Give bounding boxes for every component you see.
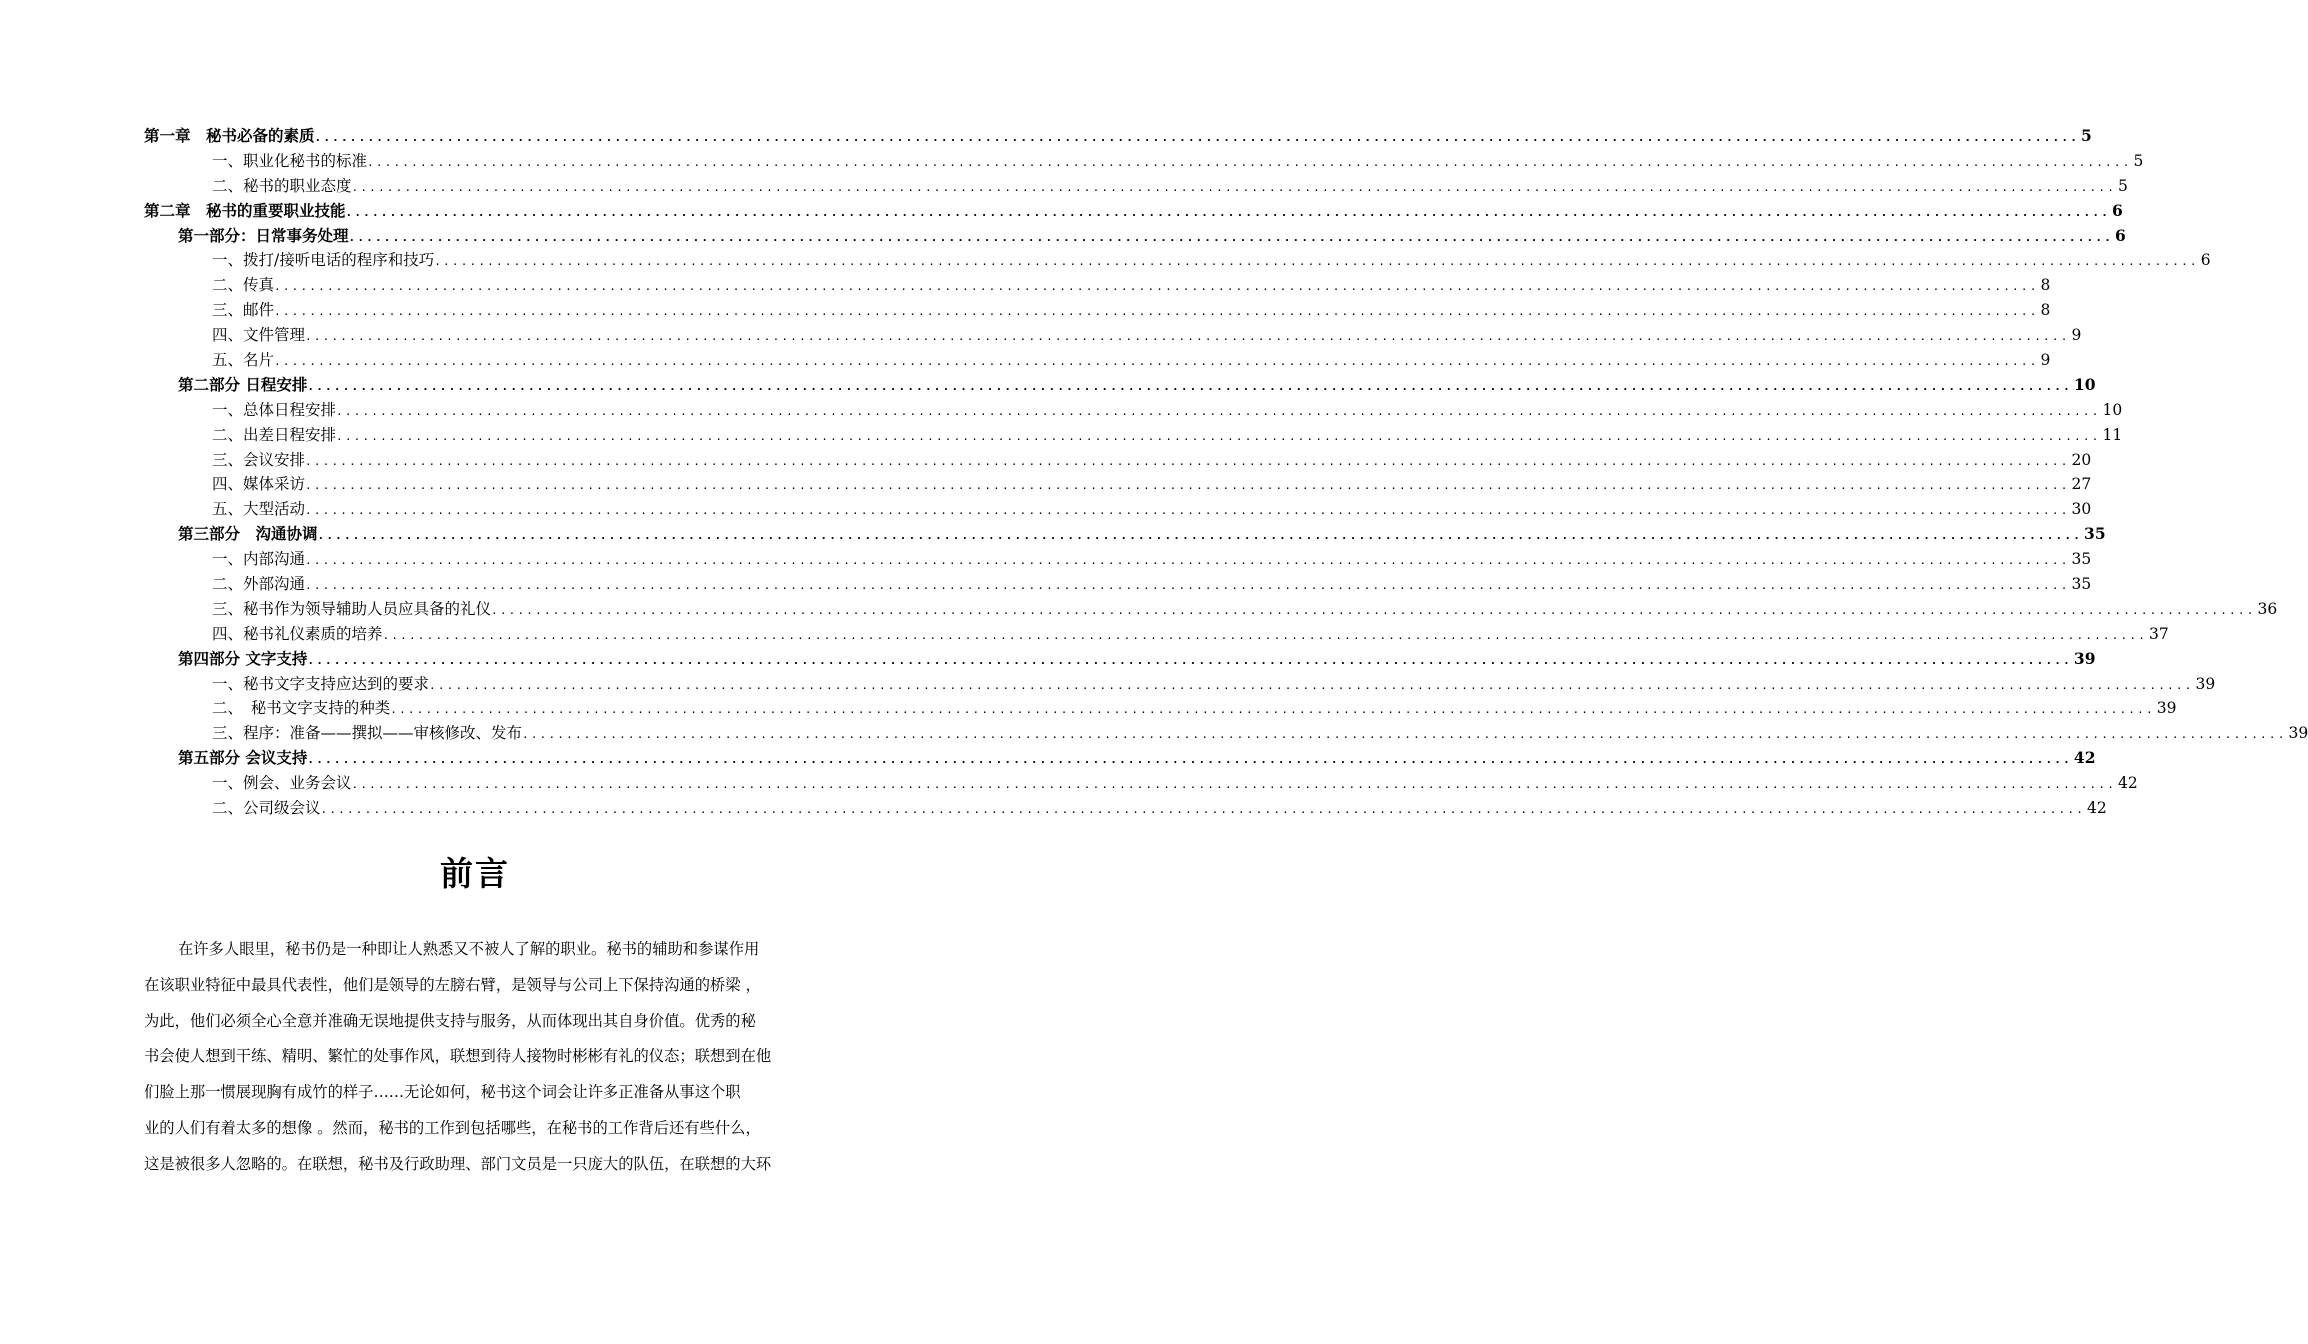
toc-entry[interactable] xyxy=(144,398,2123,423)
toc-leader-dots: ........................................................................................................................................................................................................ xyxy=(382,628,2148,642)
toc-entry-page: 9 xyxy=(2040,351,2051,370)
toc-leader-dots: ........................................................................................................................................................................................................ xyxy=(367,155,2132,169)
toc-entry-title: 二、 秘书文字支持的种类 xyxy=(212,699,391,718)
toc-leader-dots: ........................................................................................................................................................................................................ xyxy=(317,529,2083,543)
toc-entry[interactable] xyxy=(144,696,2177,721)
preface-line: 书会使人想到干练、精明、繁忙的处事作风，联想到待人接物时彬彬有礼的仪态；联想到在他 xyxy=(144,1047,772,1066)
toc-leader-dots: ........................................................................................................................................................................................................ xyxy=(307,379,2072,393)
toc-leader-dots: ........................................................................................................................................................................................................ xyxy=(274,355,2039,369)
toc-entry-title: 三、程序：准备——撰拟——审核修改、发布 xyxy=(212,724,523,743)
toc-entry-title: 第二章 秘书的重要职业技能 xyxy=(144,200,346,220)
toc-entry[interactable] xyxy=(144,771,2138,796)
toc-leader-dots: ........................................................................................................................................................................................................ xyxy=(522,728,2287,742)
toc-entry-title: 二、秘书的职业态度 xyxy=(212,176,352,195)
toc-leader-dots: ........................................................................................................................................................................................................ xyxy=(305,454,2070,468)
toc-entry-page: 20 xyxy=(2071,450,2092,469)
toc-entry[interactable] xyxy=(144,647,2096,672)
toc-entry-page: 39 xyxy=(2156,699,2177,718)
toc-entry-page: 42 xyxy=(2087,799,2107,818)
toc-leader-dots: ........................................................................................................................................................................................................ xyxy=(314,131,2080,144)
toc-entry-title: 四、文件管理 xyxy=(212,326,306,345)
toc-leader-dots: ........................................................................................................................................................................................................ xyxy=(307,653,2072,667)
toc-entry[interactable] xyxy=(144,224,2126,249)
toc-entry[interactable] xyxy=(144,174,2128,199)
preface-line: 们脸上那一惯展现胸有成竹的样子……无论如何，秘书这个词会让许多正准备从事这个职 xyxy=(144,1083,741,1102)
toc-entry-title: 五、名片 xyxy=(212,351,275,370)
toc-entry-page: 6 xyxy=(2115,225,2126,245)
toc-entry-title: 第二部分 日程安排 xyxy=(178,374,308,394)
preface-line: 在许多人眼里，秘书仍是一种即让人熟悉又不被人了解的职业。秘书的辅助和参谋作用 xyxy=(178,940,760,958)
toc-leader-dots: ........................................................................................................................................................................................................ xyxy=(320,803,2086,817)
toc-entry[interactable] xyxy=(144,323,2082,348)
table-of-contents xyxy=(144,124,2308,821)
toc-entry-title: 一、秘书文字支持应达到的要求 xyxy=(212,674,430,693)
toc-entry-page: 10 xyxy=(2102,400,2123,419)
toc-entry[interactable] xyxy=(144,448,2092,473)
toc-entry-page: 35 xyxy=(2084,524,2106,544)
toc-entry-title: 一、拨打/接听电话的程序和技巧 xyxy=(212,251,435,270)
toc-entry-title: 第四部分 文字支持 xyxy=(178,648,308,668)
preface-line: 业的人们有着太多的想像 。然而，秘书的工作到包括哪些，在秘书的工作背后还有些什么， xyxy=(144,1118,761,1137)
toc-entry-title: 一、例会、业务会议 xyxy=(212,774,352,793)
preface-body xyxy=(144,934,808,1185)
toc-entry[interactable] xyxy=(144,373,2096,398)
toc-entry-page: 6 xyxy=(2200,251,2211,270)
toc-entry[interactable] xyxy=(144,199,2123,224)
toc-entry-title: 五、大型活动 xyxy=(212,500,306,519)
toc-entry[interactable] xyxy=(144,672,2216,697)
toc-entry[interactable] xyxy=(144,149,2144,174)
toc-entry[interactable] xyxy=(144,248,2211,273)
toc-leader-dots: ........................................................................................................................................................................................................ xyxy=(491,603,2256,617)
toc-entry[interactable] xyxy=(144,622,2169,647)
toc-entry[interactable] xyxy=(144,597,2278,622)
toc-entry-page: 5 xyxy=(2081,126,2092,145)
toc-entry-title: 三、会议安排 xyxy=(212,450,306,469)
toc-entry[interactable] xyxy=(144,572,2092,597)
toc-leader-dots: ........................................................................................................................................................................................................ xyxy=(336,429,2101,443)
toc-entry-title: 二、传真 xyxy=(212,276,275,295)
toc-entry-title: 一、职业化秘书的标准 xyxy=(212,151,368,170)
toc-entry-page: 10 xyxy=(2073,374,2096,394)
toc-entry-page: 27 xyxy=(2071,475,2092,494)
toc-entry-title: 一、内部沟通 xyxy=(212,550,306,569)
toc-entry-title: 一、总体日程安排 xyxy=(212,400,337,419)
toc-leader-dots: ........................................................................................................................................................................................................ xyxy=(434,255,2199,269)
toc-leader-dots: ........................................................................................................................................................................................................ xyxy=(345,205,2111,219)
toc-entry[interactable] xyxy=(144,124,2092,149)
toc-entry-title: 第一部分：日常事务处理 xyxy=(178,225,349,245)
toc-entry-title: 第三部分 沟通协调 xyxy=(178,524,318,544)
toc-entry-page: 6 xyxy=(2112,200,2123,220)
toc-entry-page: 37 xyxy=(2149,624,2169,643)
toc-entry-page: 5 xyxy=(2133,151,2144,170)
toc-leader-dots: ........................................................................................................................................................................................................ xyxy=(336,404,2101,418)
toc-entry[interactable] xyxy=(144,522,2106,547)
toc-entry-page: 39 xyxy=(2195,674,2216,693)
toc-entry[interactable] xyxy=(144,472,2092,497)
toc-entry[interactable] xyxy=(144,423,2123,448)
toc-leader-dots: ........................................................................................................................................................................................................ xyxy=(305,554,2070,568)
toc-leader-dots: ........................................................................................................................................................................................................ xyxy=(351,778,2117,792)
toc-entry-title: 第一章 秘书必备的素质 xyxy=(144,126,315,145)
toc-entry[interactable] xyxy=(144,721,2308,746)
toc-entry-page: 42 xyxy=(2118,774,2138,793)
toc-entry-page: 36 xyxy=(2257,599,2278,618)
toc-entry-page: 42 xyxy=(2073,748,2096,768)
toc-entry[interactable] xyxy=(144,273,2051,298)
toc-entry-title: 三、秘书作为领导辅助人员应具备的礼仪 xyxy=(212,599,492,618)
toc-entry-title: 二、公司级会议 xyxy=(212,799,321,818)
toc-leader-dots: ........................................................................................................................................................................................................ xyxy=(429,678,2194,692)
preface-title: 前言 xyxy=(440,854,510,893)
toc-leader-dots: ........................................................................................................................................................................................................ xyxy=(305,330,2070,344)
toc-entry-page: 8 xyxy=(2040,276,2051,295)
toc-entry[interactable] xyxy=(144,348,2051,373)
toc-entry-title: 三、邮件 xyxy=(212,301,275,320)
toc-leader-dots: ........................................................................................................................................................................................................ xyxy=(305,579,2070,593)
toc-leader-dots: ........................................................................................................................................................................................................ xyxy=(307,753,2072,767)
toc-leader-dots: ........................................................................................................................................................................................................ xyxy=(348,230,2114,244)
toc-leader-dots: ........................................................................................................................................................................................................ xyxy=(390,703,2155,717)
toc-entry-title: 二、出差日程安排 xyxy=(212,425,337,444)
toc-leader-dots: ........................................................................................................................................................................................................ xyxy=(274,280,2039,294)
preface-line: 这是被很多人忽略的。在联想，秘书及行政助理、部门文员是一只庞大的队伍，在联想的大环 xyxy=(144,1154,772,1173)
toc-leader-dots: ........................................................................................................................................................................................................ xyxy=(274,305,2039,319)
preface-line: 为此，他们必须全心全意并准确无误地提供支持与服务，从而体现出其自身价值。优秀的秘 xyxy=(144,1011,756,1030)
toc-leader-dots: ........................................................................................................................................................................................................ xyxy=(305,479,2070,493)
toc-entry[interactable] xyxy=(144,746,2096,771)
toc-entry-page: 35 xyxy=(2071,550,2092,569)
toc-entry-page: 9 xyxy=(2071,326,2082,345)
toc-entry[interactable] xyxy=(144,547,2092,572)
toc-entry-page: 8 xyxy=(2040,301,2051,320)
toc-leader-dots: ........................................................................................................................................................................................................ xyxy=(351,180,2117,194)
toc-entry-title: 二、外部沟通 xyxy=(212,575,306,594)
toc-entry-title: 第五部分 会议支持 xyxy=(178,748,308,768)
toc-entry[interactable] xyxy=(144,796,2107,821)
preface-line: 在该职业特征中最具代表性，他们是领导的左膀右臂，是领导与公司上下保持沟通的桥梁 ， xyxy=(144,975,761,994)
toc-entry-page: 11 xyxy=(2102,425,2123,444)
toc-entry-page: 30 xyxy=(2071,500,2092,519)
toc-entry-title: 四、媒体采访 xyxy=(212,475,306,494)
toc-entry-title: 四、秘书礼仪素质的培养 xyxy=(212,624,383,643)
toc-leader-dots: ........................................................................................................................................................................................................ xyxy=(305,504,2070,518)
toc-entry-page: 35 xyxy=(2071,575,2092,594)
toc-entry[interactable] xyxy=(144,497,2092,522)
toc-entry-page: 39 xyxy=(2073,648,2096,668)
toc-entry[interactable] xyxy=(144,298,2051,323)
toc-entry-page: 39 xyxy=(2288,724,2308,743)
toc-entry-page: 5 xyxy=(2118,176,2128,195)
